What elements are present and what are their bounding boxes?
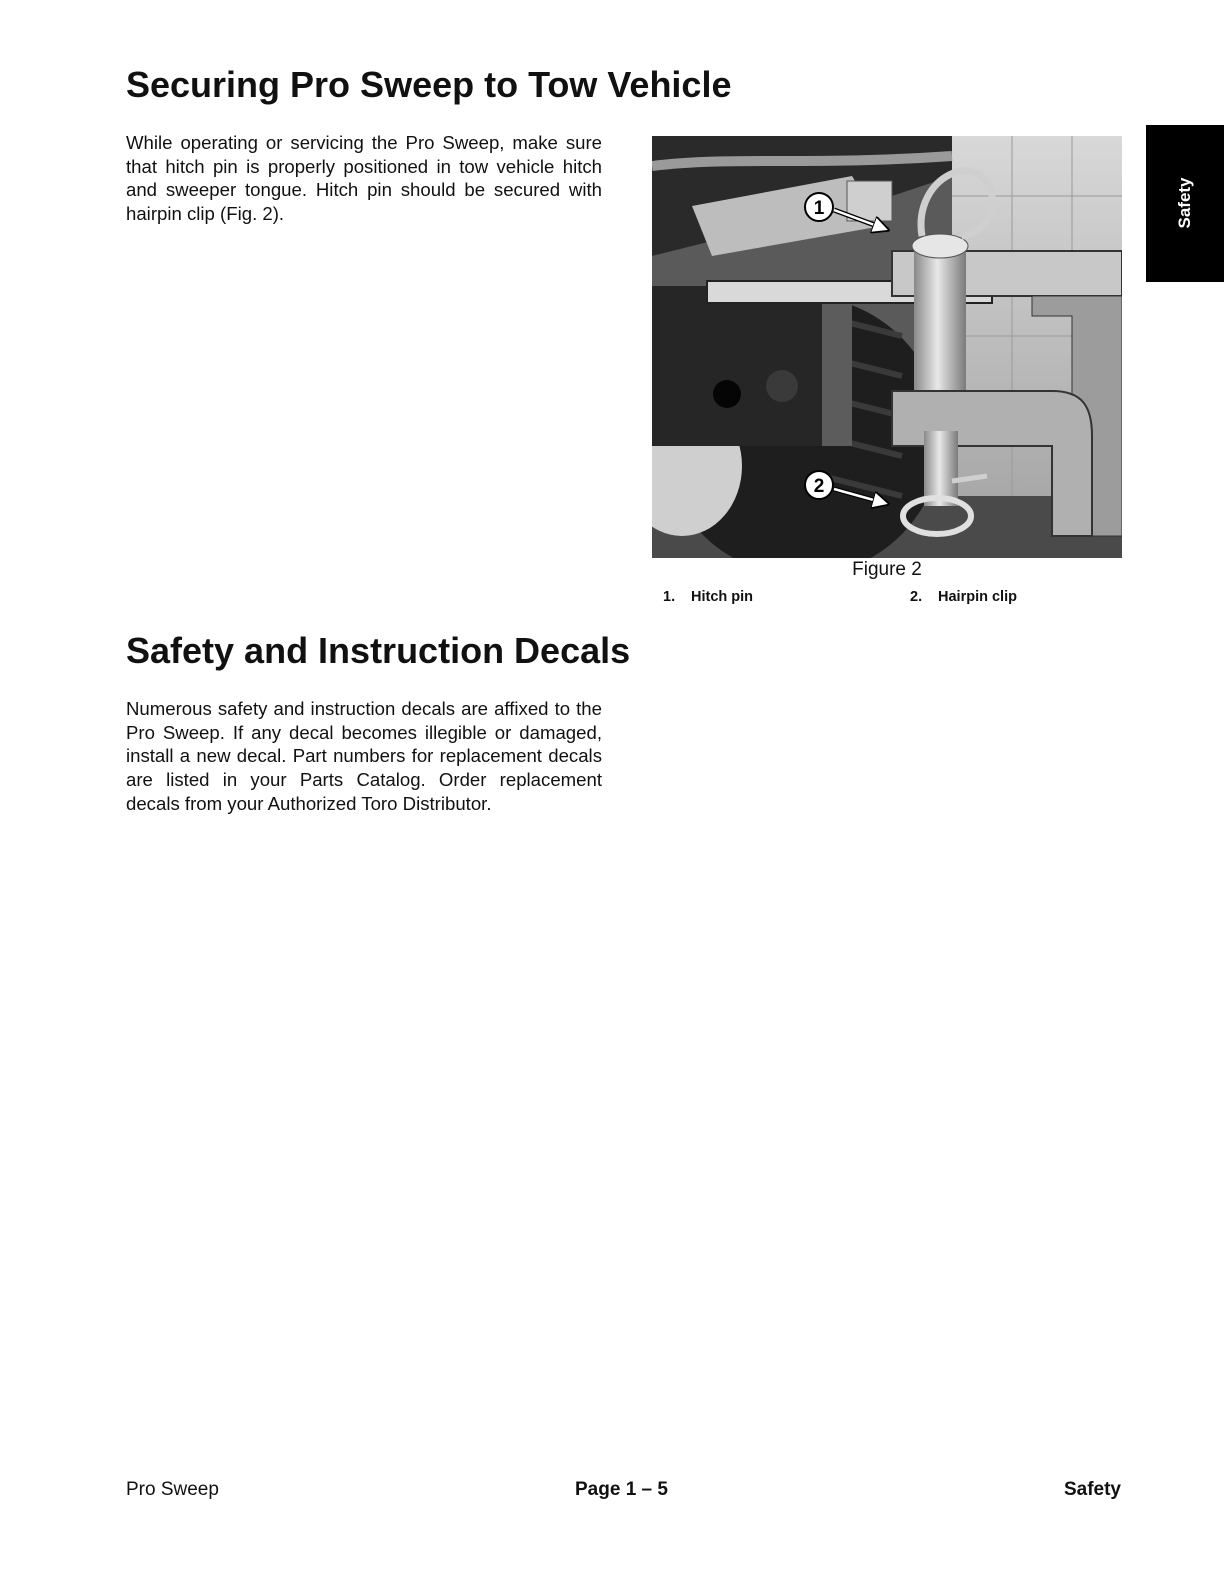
footer-product: Pro Sweep bbox=[126, 1479, 219, 1500]
footer-page-number: Page 1 – 5 bbox=[575, 1479, 668, 1500]
section-side-tab bbox=[1146, 125, 1224, 282]
svg-text:1: 1 bbox=[813, 198, 825, 219]
section-title-decals: Safety and Instruction Decals bbox=[126, 630, 631, 671]
legend-label: Hitch pin bbox=[691, 589, 754, 605]
section-body-decals: Numerous safety and instruction decals are affixed to the Pro Sweep. If any decal becomes illegible or damaged, install a new decal. Part numbers for replacement decals are listed in your Parts Catalog. Order replacement decals from your Authorized Toro Distributor. bbox=[126, 698, 602, 814]
footer-section: Safety bbox=[1063, 1479, 1121, 1500]
svg-text:2: 2 bbox=[813, 476, 825, 497]
side-tab-label: Safety bbox=[1175, 177, 1194, 229]
callout-1 bbox=[805, 193, 833, 221]
section-body-securing: While operating or servicing the Pro Sweep, make sure that hitch pin is properly positioned in tow vehicle hitch and sweeper tongue. Hitch pin should be secured with hairpin clip (Fig. 2). bbox=[126, 132, 602, 225]
legend-number: 1. bbox=[663, 589, 676, 605]
figure-legend-item bbox=[663, 589, 753, 605]
legend-label: Hairpin clip bbox=[938, 589, 1017, 605]
legend-number: 2. bbox=[910, 589, 923, 605]
callout-2 bbox=[805, 471, 833, 499]
hitch-photo bbox=[652, 136, 1122, 558]
figure-legend-item bbox=[910, 589, 1017, 605]
figure-caption: Figure 2 bbox=[852, 559, 922, 580]
section-title-securing: Securing Pro Sweep to Tow Vehicle bbox=[126, 64, 732, 105]
